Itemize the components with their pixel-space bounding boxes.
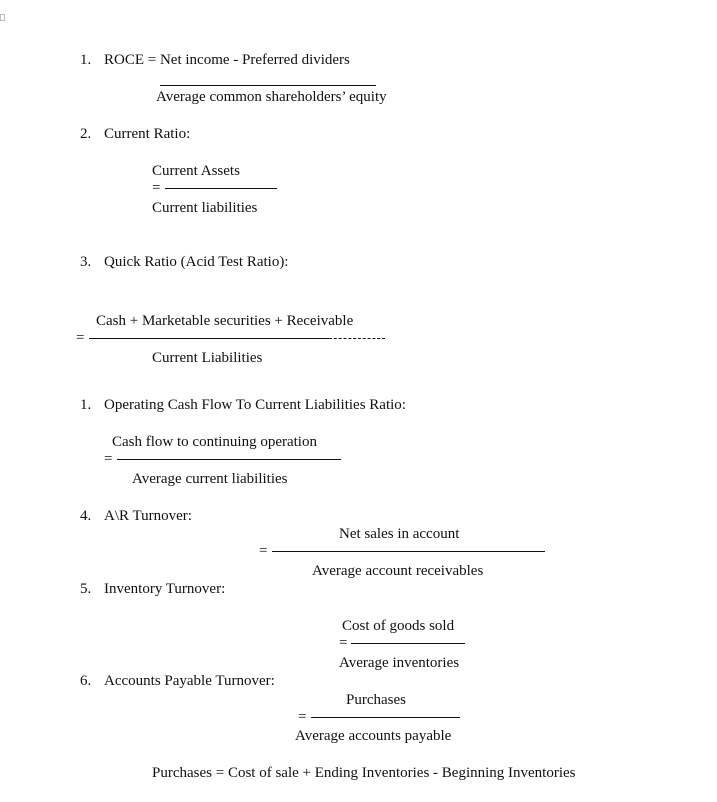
- equals-sign: =: [152, 180, 161, 196]
- equals-sign: =: [298, 709, 307, 725]
- fraction-bar: [311, 717, 460, 718]
- fraction-bar: [165, 188, 277, 189]
- formula-numerator: Net sales in account: [339, 526, 460, 542]
- fraction-bar: [117, 459, 341, 460]
- item-number: 2.: [80, 126, 92, 142]
- equals-sign: =: [339, 635, 348, 651]
- fraction-bar: [160, 85, 376, 86]
- formula-denominator: Average accounts payable: [295, 728, 452, 744]
- item-number: 1.: [80, 52, 92, 68]
- formula-title: Current Ratio:: [104, 126, 191, 142]
- fraction-bar: [351, 643, 465, 644]
- equals-sign: =: [259, 543, 268, 559]
- purchases-formula: Purchases = Cost of sale + Ending Inventories - Beginning Inventories: [152, 765, 576, 781]
- formula-denominator: Average current liabilities: [132, 471, 288, 487]
- item-number: 5.: [80, 581, 92, 597]
- equals-sign: =: [76, 330, 85, 346]
- formula-numerator: Cost of goods sold: [342, 618, 455, 634]
- formula-denominator: Average inventories: [339, 655, 460, 671]
- formula-title: Accounts Payable Turnover:: [104, 673, 275, 689]
- formula-denominator: Current Liabilities: [152, 350, 263, 366]
- item-number: 1.: [80, 397, 92, 413]
- item-number: 6.: [80, 673, 92, 689]
- formula-title: A\R Turnover:: [104, 508, 192, 524]
- formula-title: Quick Ratio (Acid Test Ratio):: [104, 254, 289, 270]
- formula-denominator: Average account receivables: [312, 563, 484, 579]
- formula-denominator: Current liabilities: [152, 200, 258, 216]
- formula-numerator: Cash flow to continuing operation: [112, 434, 317, 450]
- formula-numerator: Cash + Marketable securities + Receivable: [96, 313, 354, 329]
- formula-title: Operating Cash Flow To Current Liabilities Ratio:: [104, 397, 406, 413]
- formula-denominator: Average common shareholders’ equity: [156, 89, 387, 105]
- fraction-bar-dashed: [329, 338, 385, 339]
- formula-numerator: Current Assets: [152, 163, 240, 179]
- fraction-bar: [89, 338, 329, 339]
- equals-sign: =: [104, 451, 113, 467]
- formula-numerator: Purchases: [346, 692, 406, 708]
- item-number: 4.: [80, 508, 92, 524]
- item-number: 3.: [80, 254, 92, 270]
- fraction-bar: [272, 551, 545, 552]
- formula-title: ROCE = Net income - Preferred dividers: [104, 52, 350, 68]
- page-corner-mark: [0, 14, 5, 21]
- formula-title: Inventory Turnover:: [104, 581, 226, 597]
